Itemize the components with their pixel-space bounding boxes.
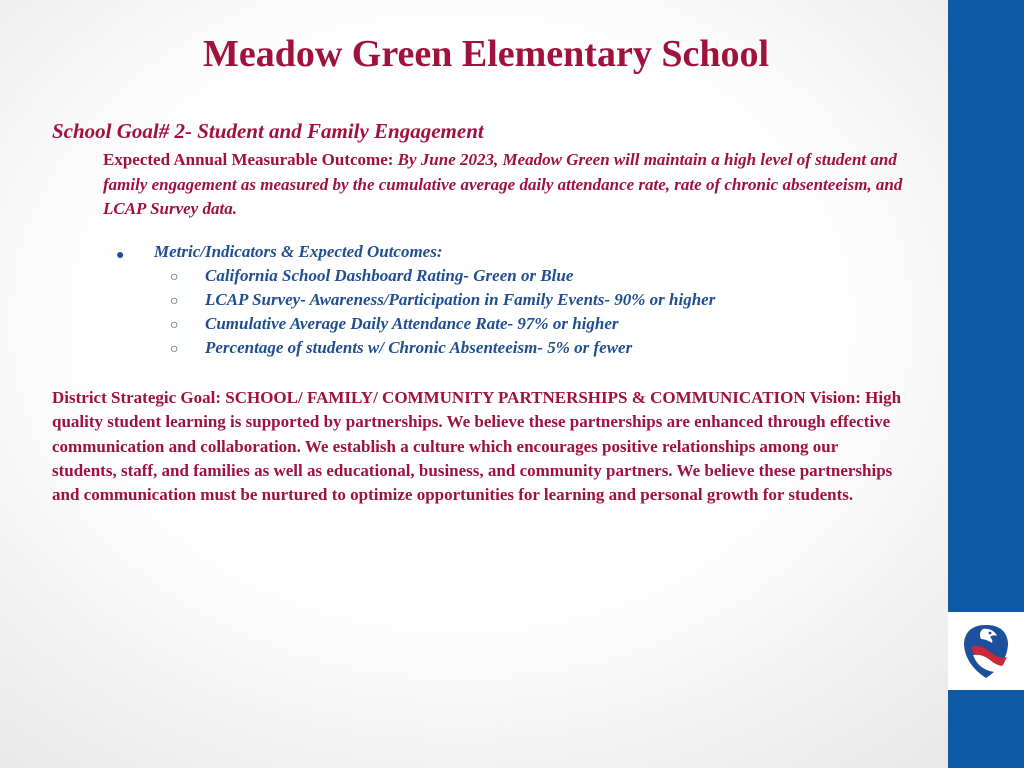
metrics-heading: Metric/Indicators & Expected Outcomes:: [154, 242, 443, 261]
circle-bullet-icon: ○: [170, 318, 179, 333]
circle-bullet-icon: ○: [170, 270, 179, 285]
goal-heading: School Goal# 2- Student and Family Engagement: [52, 119, 484, 143]
expected-outcome: [103, 148, 903, 222]
metric-item: Percentage of students w/ Chronic Absenteeism- 5% or fewer: [205, 338, 633, 357]
logo-box: [948, 612, 1024, 690]
metric-item: California School Dashboard Rating- Green or Blue: [205, 266, 574, 285]
district-strategic-goal: District Strategic Goal: SCHOOL/ FAMILY/ COMMUNITY PARTNERSHIPS & COMMUNICATION Vision: High quality student learning is supported by partnerships. We believe these partnerships are enhanced through effective communication and collaboration. We establish a culture which encourages positive relationships among our students, staff, and families as well as educational, business, and community partners. We believe these partnerships and communication must be nurtured to optimize opportunities for learning and personal growth for students.: [52, 388, 902, 505]
circle-bullet-icon: ○: [170, 342, 179, 357]
circle-bullet-icon: ○: [170, 294, 179, 309]
outcome-text: By June 2023, Meadow Green will maintain a high level of student and family engagement as measured by the cumulative average daily attendance rate, rate of chronic absenteeism, and LCAP Survey data.: [103, 150, 903, 218]
metric-item: LCAP Survey- Awareness/Participation in Family Events- 90% or higher: [205, 290, 716, 309]
bullet-icon: ●: [116, 248, 125, 263]
page-title: Meadow Green Elementary School: [202, 33, 770, 75]
eagle-shield-logo-icon: [959, 621, 1013, 681]
outcome-label: Expected Annual Measurable Outcome:: [103, 150, 398, 169]
metric-item: Cumulative Average Daily Attendance Rate- 97% or higher: [205, 314, 619, 333]
